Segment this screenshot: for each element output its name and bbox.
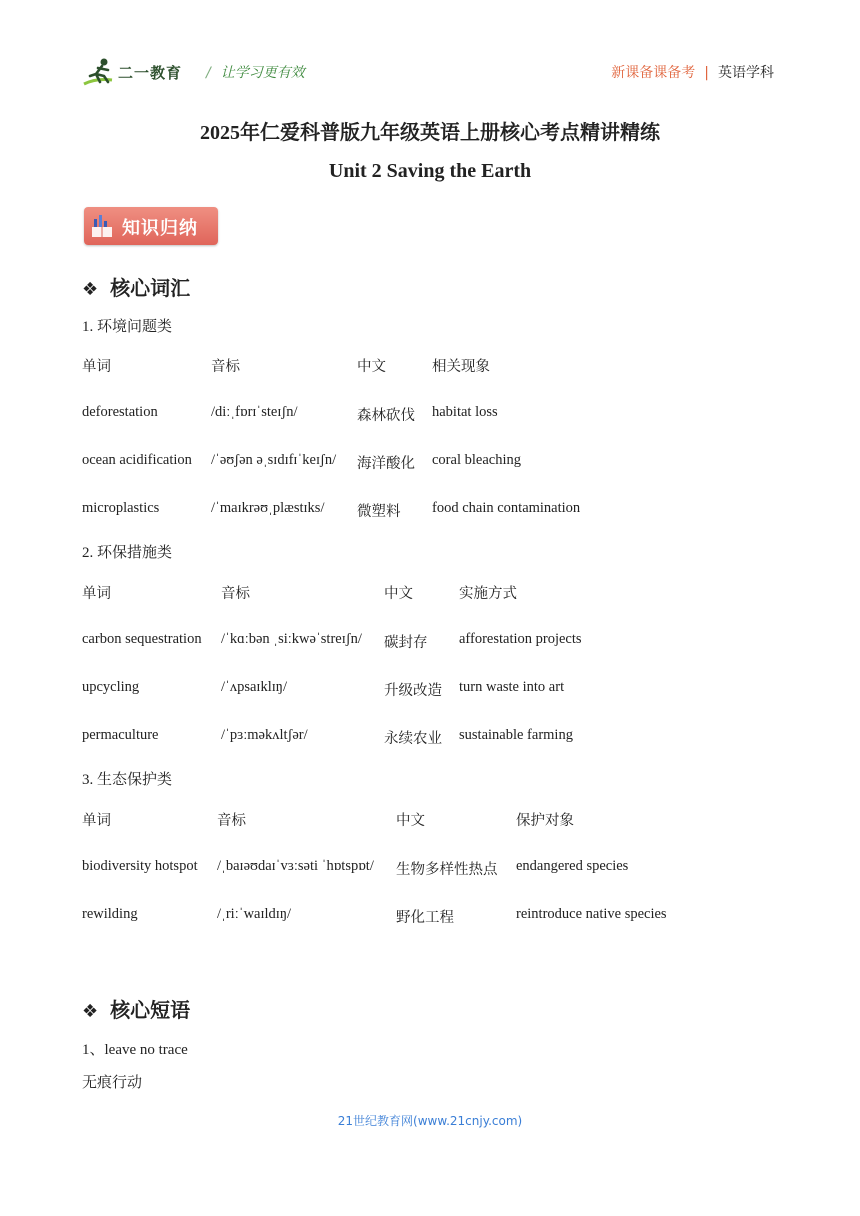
header-cell: 保护对象	[516, 813, 574, 829]
word-cell: upcycling	[82, 679, 140, 695]
phonetic-cell: /ˈkɑːbən ˌsiːkwəˈstreɪʃn/	[221, 631, 362, 647]
header-cell: 中文	[396, 813, 425, 829]
note-cell: coral bleaching	[432, 452, 521, 468]
brand-logo	[82, 56, 192, 88]
category-title: 2. 环保措施类	[82, 545, 173, 561]
phonetic-cell: /ˌriːˈwaɪldɪŋ/	[217, 906, 292, 922]
header-cell: 单词	[82, 813, 111, 829]
header-cell: 单词	[82, 586, 111, 602]
badge-label: 知识归纳	[122, 218, 198, 239]
course-label: 新课备课备考	[611, 65, 696, 81]
header-cell: 音标	[217, 813, 246, 829]
phonetic-cell: /ˈəʊʃən əˌsɪdɪfɪˈkeɪʃn/	[211, 452, 337, 468]
chinese-cell: 野化工程	[396, 910, 454, 926]
header-separator: |	[704, 65, 709, 81]
book-chart-icon	[90, 213, 114, 239]
note-cell: afforestation projects	[459, 631, 582, 647]
phonetic-cell: /diːˌfɒrɪˈsteɪʃn/	[211, 404, 298, 420]
logo-text: 二一教育	[118, 64, 183, 82]
phonetic-cell: /ˈpɜːməkʌltʃər/	[221, 727, 308, 743]
chinese-cell: 海洋酸化	[357, 456, 415, 472]
diamond-bullet-icon: ❖	[82, 1001, 99, 1022]
phrase-heading	[82, 994, 190, 1023]
header-cell: 中文	[357, 359, 386, 375]
header-cell: 中文	[384, 586, 413, 602]
subject-label: 英语学科	[718, 65, 774, 81]
document-subtitle: Unit 2 Saving the Earth	[328, 160, 532, 182]
phonetic-cell: /ˌbaɪəʊdaɪˈvɜːsəti ˈhɒtspɒt/	[217, 858, 374, 874]
note-cell: food chain contamination	[432, 500, 581, 516]
chinese-cell: 森林砍伐	[357, 408, 415, 424]
word-cell: biodiversity hotspot	[82, 858, 198, 874]
slogan: / 让学习更有效	[206, 65, 305, 81]
word-cell: carbon sequestration	[82, 631, 202, 647]
category-title: 1. 环境问题类	[82, 319, 173, 335]
footer-link[interactable]: 21世纪教育网(www.21cnjy.com)	[337, 1114, 523, 1128]
word-cell: permaculture	[82, 727, 159, 743]
document-title: 2025年仁爱科普版九年级英语上册核心考点精讲精练	[200, 122, 660, 144]
chinese-cell: 碳封存	[384, 635, 428, 651]
word-cell: microplastics	[82, 500, 160, 516]
word-cell: deforestation	[82, 404, 158, 420]
note-cell: habitat loss	[432, 404, 498, 420]
phrase-meaning: 无痕行动	[82, 1075, 143, 1091]
header-cell: 音标	[211, 359, 240, 375]
header-cell: 单词	[82, 359, 111, 375]
knowledge-summary-badge	[84, 207, 218, 245]
header-right	[611, 62, 774, 82]
phonetic-cell: /ˈmaɪkrəʊˌplæstɪks/	[211, 500, 325, 516]
phrase-heading-text: 核心短语	[110, 998, 191, 1022]
runner-logo-icon	[82, 56, 118, 88]
diamond-bullet-icon: ❖	[82, 279, 99, 300]
chinese-cell: 生物多样性热点	[396, 862, 498, 878]
phonetic-cell: /ˈʌpsaɪklɪŋ/	[221, 679, 287, 695]
note-cell: sustainable farming	[459, 727, 573, 743]
word-cell: rewilding	[82, 906, 138, 922]
page-header	[82, 56, 774, 90]
phrase-item: 1、leave no trace	[82, 1042, 188, 1058]
note-cell: reintroduce native species	[516, 906, 667, 922]
note-cell: turn waste into art	[459, 679, 565, 695]
category-title: 3. 生态保护类	[82, 772, 173, 788]
header-cell: 相关现象	[432, 359, 490, 375]
chinese-cell: 升级改造	[384, 683, 442, 699]
slogan-text: 让学习更有效	[220, 65, 305, 81]
header-cell: 实施方式	[459, 586, 517, 602]
word-cell: ocean acidification	[82, 452, 192, 468]
vocab-heading	[82, 272, 190, 301]
note-cell: endangered species	[516, 858, 629, 874]
vocab-heading-text: 核心词汇	[110, 276, 191, 300]
chinese-cell: 永续农业	[384, 731, 442, 747]
chinese-cell: 微塑料	[357, 504, 401, 520]
header-cell: 音标	[221, 586, 250, 602]
